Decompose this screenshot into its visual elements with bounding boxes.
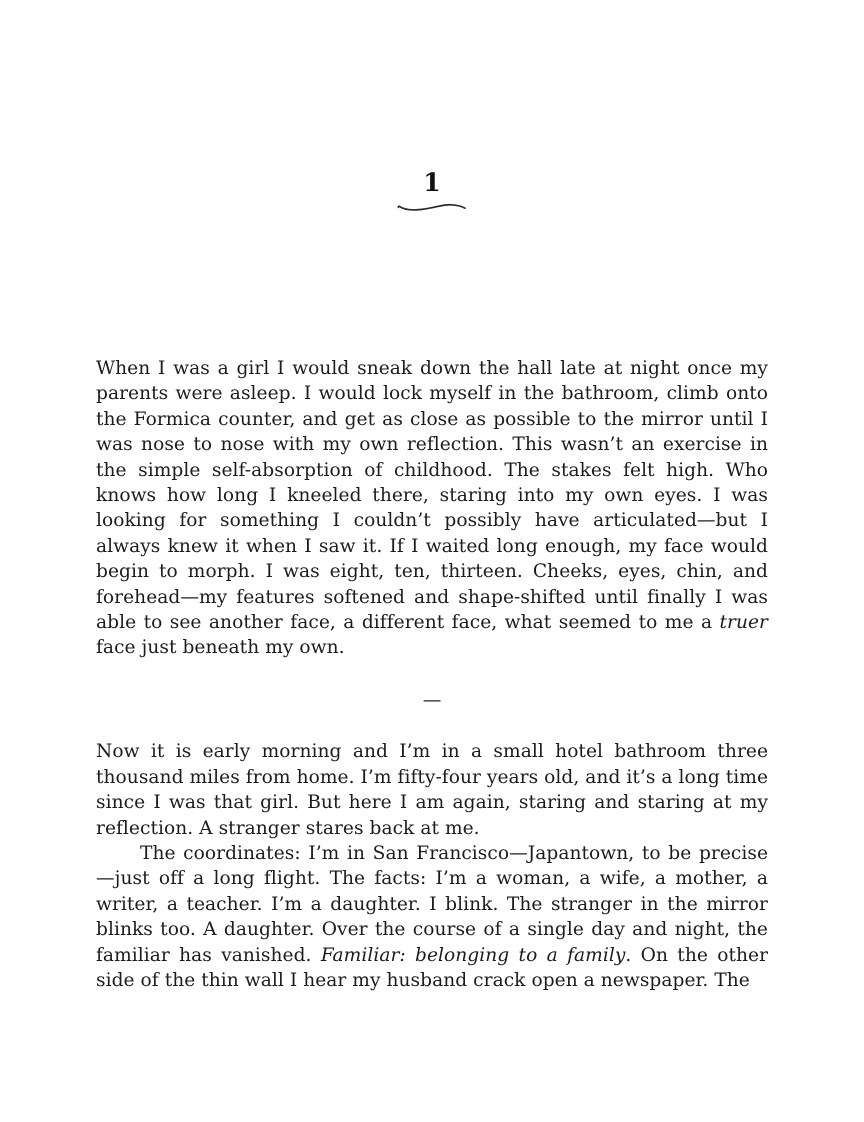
section-separator: — bbox=[422, 689, 442, 711]
paragraph-3: The coordinates: I’m in San Francisco—Japantown, to be precise—just off a long flight. The facts: I’m a woman, a wife, a mother, a writer, a teacher. I’m a daughter. I blink. The stranger in the mirror blinks too. A daughter. Over the course of a single day and night, the familiar has vanished. Familiar: belonging to a family. On the other side of the thin wall I hear my husband crack open a newspaper. The bbox=[96, 842, 769, 991]
paragraph-1: When I was a girl I would sneak down the hall late at night once my parents were asleep. I would lock myself in the bathroom, climb onto the Formica counter, and get as close as possible to the mirror until I was nose to nose with my own reflection. This wasn’t an exercise in the simple self-absorption of childhood. The stakes felt high. Who knows how long I kneeled there, staring into my own eyes. I was looking for something I couldn’t possibly have articulated—but I always knew it when I saw it. If I waited long enough, my face would begin to morph. I was eight, ten, thirteen. Cheeks, eyes, chin, and forehead—my features softened and shape-shifted until finally I was able to see another face, a different face, what seemed to me a truer face just beneath my own. bbox=[96, 358, 768, 659]
chapter-heading bbox=[0, 168, 864, 218]
chapter-number: 1 bbox=[423, 168, 441, 197]
chapter-flourish-icon bbox=[0, 199, 864, 218]
body-text bbox=[96, 356, 768, 993]
paragraph-2: Now it is early morning and I’m in a small hotel bathroom three thousand miles from home. I’m fifty-four years old, and it’s a long time since I was that girl. But here I am again, staring and staring at my reflection. A stranger stares back at me. bbox=[96, 741, 768, 839]
